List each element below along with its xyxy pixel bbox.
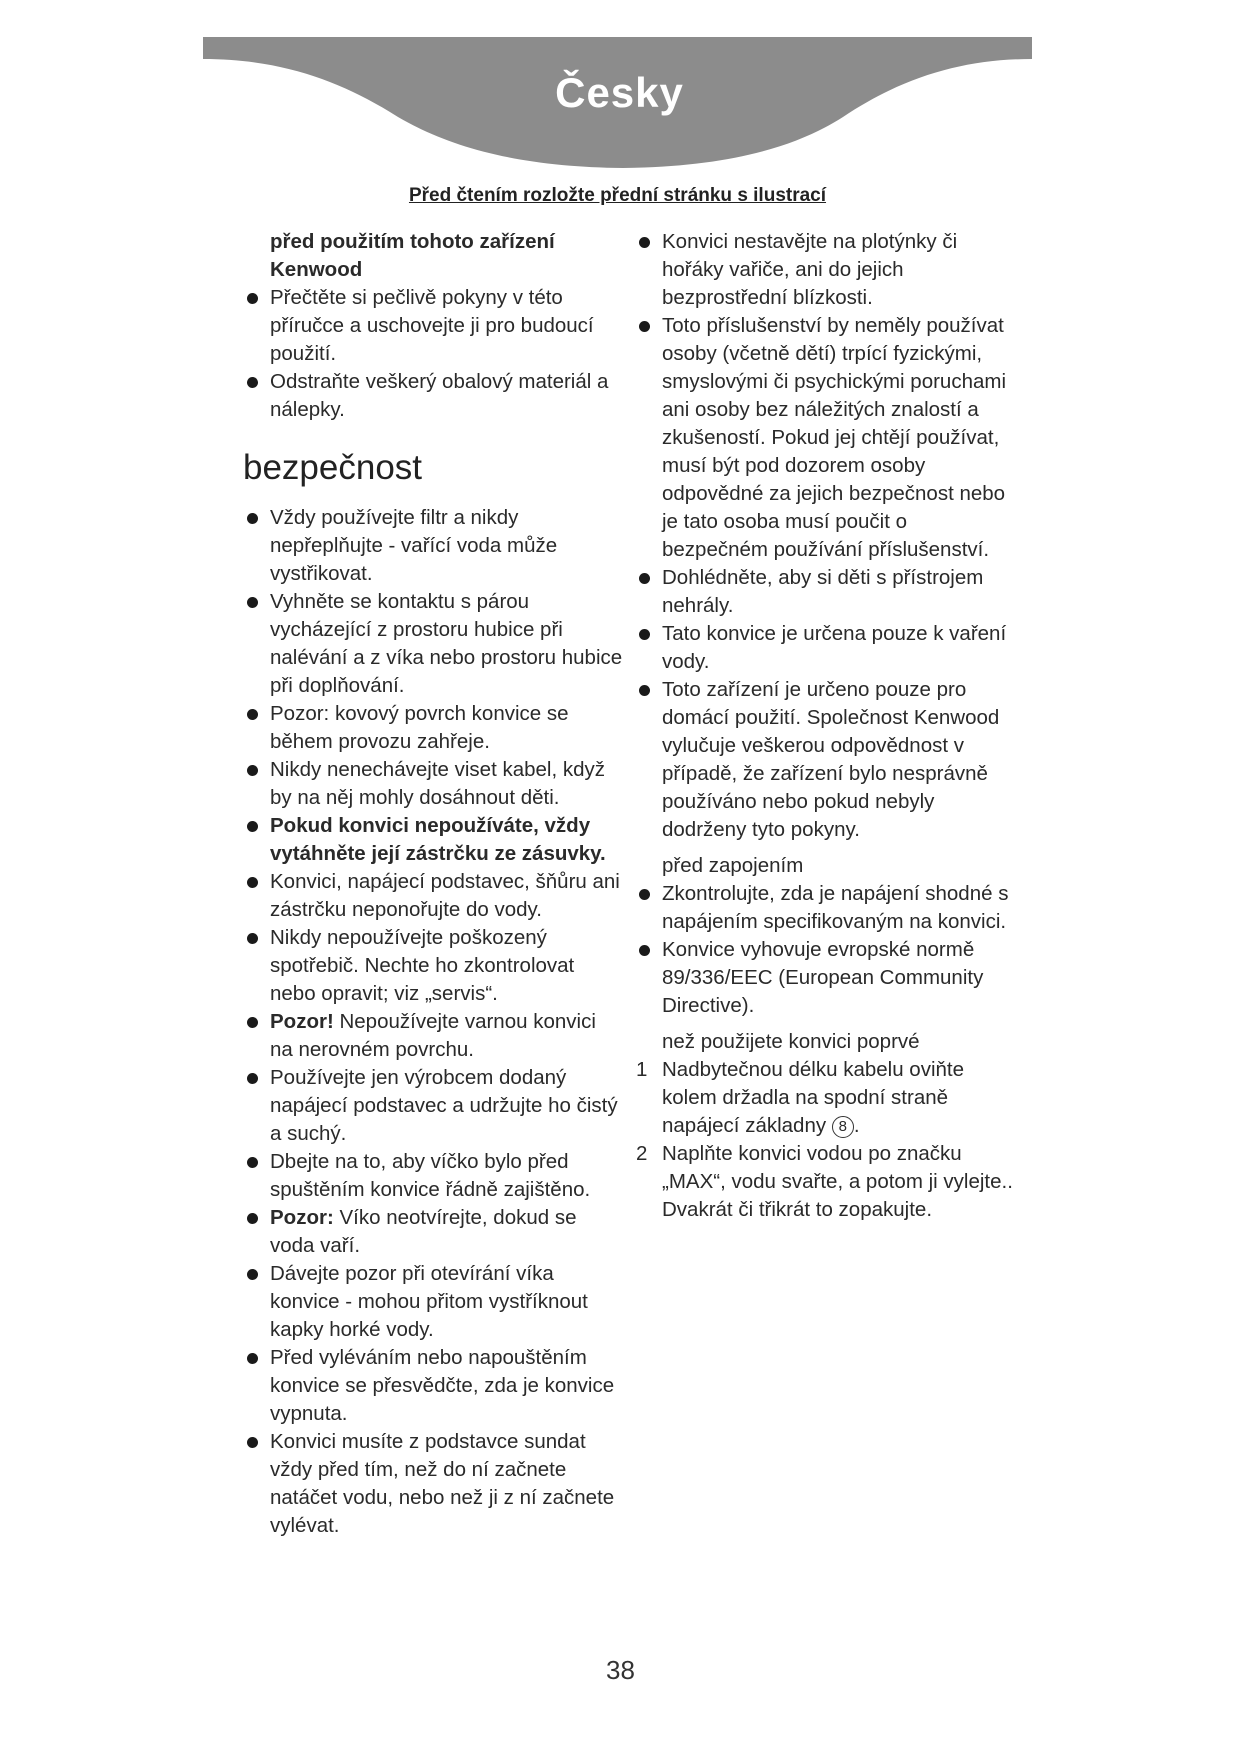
list-item-text: Konvici, napájecí podstavec, šňůru ani zástrčku neponořujte do vody. <box>270 870 620 921</box>
step-text: Naplňte konvici vodou po značku „MAX“, vodu svařte, a potom ji vylejte.. Dvakrát či třikrát to zopakujte. <box>662 1142 1013 1221</box>
list-item <box>636 676 1016 844</box>
section-title-safety: bezpečnost <box>243 448 423 487</box>
list-item <box>244 924 624 1008</box>
right-column <box>636 228 1016 1224</box>
bullet-icon <box>247 1157 258 1168</box>
list-item <box>244 1428 624 1540</box>
list-item-text: Konvici musíte z podstavce sundat vždy před tím, než do ní začnete natáčet vodu, nebo než ji z ní začnete vylévat. <box>270 1430 615 1537</box>
list-item <box>636 228 1016 312</box>
step-text-end: . <box>853 1114 860 1137</box>
list-item-text: Dávejte pozor při otevírání víka konvice - mohou přitom vystříknout kapky horké vody. <box>270 1262 588 1341</box>
list-item-text: Přečtěte si pečlivě pokyny v této příručce a uschovejte ji pro budoucí použití. <box>270 286 594 365</box>
bullet-icon <box>247 1017 258 1028</box>
list-item-text: Tato konvice je určena pouze k vaření vody. <box>662 622 1007 673</box>
safety-list <box>244 504 624 1540</box>
list-item <box>244 812 624 868</box>
list-item <box>244 1008 624 1064</box>
left-column <box>244 228 624 1540</box>
bullet-icon <box>247 1269 258 1280</box>
list-item <box>636 936 1016 1020</box>
bullet-icon <box>639 889 650 900</box>
bullet-icon <box>639 629 650 640</box>
plugin-list <box>636 880 1016 1020</box>
first-use-steps <box>636 1056 1016 1224</box>
list-item-text: Pokud konvici nepoužíváte, vždy vytáhněte její zástrčku ze zásuvky. <box>270 814 606 865</box>
list-item-text: Dbejte na to, aby víčko bylo před spuštěním konvice řádně zajištěno. <box>270 1150 591 1201</box>
list-item <box>244 284 624 368</box>
list-item <box>244 1204 624 1260</box>
bullet-icon <box>247 1353 258 1364</box>
intro-heading: před použitím tohoto zařízení Kenwood <box>270 230 555 281</box>
list-item <box>636 564 1016 620</box>
bullet-icon <box>247 821 258 832</box>
list-item-text: Toto příslušenství by neměly používat osoby (včetně dětí) trpící fyzickými, smyslovými či psychickými poruchami ani osoby bez náležitých znalostí a zkušeností. Pokud jej chtějí používat, musí být pod dozorem osoby odpovědné za jejich bezpečnost nebo je tato osoba musí poučit o bezpečném používání příslušenství. <box>662 314 1007 561</box>
figure-reference: 8 <box>832 1116 854 1138</box>
list-item-text: Pozor: kovový povrch konvice se během provozu zahřeje. <box>270 702 569 753</box>
bullet-icon <box>247 765 258 776</box>
safety-list-continued <box>636 228 1016 844</box>
warning-label: Pozor: <box>270 1206 334 1229</box>
bullet-icon <box>247 597 258 608</box>
list-item <box>636 312 1016 564</box>
list-item <box>244 1344 624 1428</box>
bullet-icon <box>639 573 650 584</box>
step-number: 1 <box>636 1058 648 1081</box>
list-item <box>636 880 1016 936</box>
list-item <box>244 368 624 424</box>
instruction-note: Před čtením rozložte přední stránku s ilustrací <box>408 185 827 206</box>
list-item-text: Nikdy nenechávejte viset kabel, když by na něj mohly dosáhnout děti. <box>270 758 606 809</box>
list-item-text: Toto zařízení je určeno pouze pro domácí použití. Společnost Kenwood vylučuje veškerou odpovědnost v případě, že zařízení bylo nesprávně používáno nebo pokud nebyly dodrženy tyto pokyny. <box>662 678 1000 841</box>
first-use-heading: než použijete konvici poprvé <box>662 1030 920 1053</box>
step-item <box>636 1140 1016 1224</box>
plugin-heading: před zapojením <box>662 854 804 877</box>
step-text: Nadbytečnou délku kabelu oviňte kolem držadla na spodní straně napájecí základny <box>662 1058 965 1137</box>
bullet-icon <box>247 709 258 720</box>
bullet-icon <box>247 877 258 888</box>
warning-label: Pozor! <box>270 1010 334 1033</box>
list-item-text: Nikdy nepoužívejte poškozený spotřebič. Nechte ho zkontrolovat nebo opravit; viz „servis“. <box>270 926 575 1005</box>
list-item <box>244 588 624 700</box>
bullet-icon <box>247 1073 258 1084</box>
header-band <box>203 37 1032 170</box>
page-number: 38 <box>606 1655 635 1685</box>
list-item <box>244 1148 624 1204</box>
list-item <box>244 700 624 756</box>
bullet-icon <box>247 513 258 524</box>
list-item-text: Konvici nestavějte na plotýnky či hořáky vařiče, ani do jejich bezprostřední blízkosti. <box>662 230 958 309</box>
bullet-icon <box>639 237 650 248</box>
step-number: 2 <box>636 1142 648 1165</box>
bullet-icon <box>247 293 258 304</box>
list-item-text: Víko neotvírejte, dokud se voda vaří. <box>270 1206 577 1257</box>
list-item <box>244 756 624 812</box>
bullet-icon <box>639 685 650 696</box>
bullet-icon <box>247 377 258 388</box>
list-item-text: Používejte jen výrobcem dodaný napájecí podstavec a udržujte ho čistý a suchý. <box>270 1066 618 1145</box>
language-title: Česky <box>555 69 684 116</box>
list-item <box>244 1260 624 1344</box>
list-item-text: Nepoužívejte varnou konvici na nerovném povrchu. <box>270 1010 596 1061</box>
step-item <box>636 1056 1016 1140</box>
bullet-icon <box>247 933 258 944</box>
list-item <box>244 868 624 924</box>
list-item-text: Odstraňte veškerý obalový materiál a nálepky. <box>270 370 609 421</box>
bullet-icon <box>639 321 650 332</box>
list-item-text: Konvice vyhovuje evropské normě 89/336/EEC (European Community Directive). <box>662 938 984 1017</box>
bullet-icon <box>639 945 650 956</box>
bullet-icon <box>247 1437 258 1448</box>
list-item <box>244 504 624 588</box>
list-item-text: Před vyléváním nebo napouštěním konvice se přesvědčte, zda je konvice vypnuta. <box>270 1346 615 1425</box>
list-item-text: Dohlédněte, aby si děti s přístrojem nehrály. <box>662 566 984 617</box>
list-item-text: Zkontrolujte, zda je napájení shodné s napájením specifikovaným na konvici. <box>662 882 1009 933</box>
list-item-text: Vždy používejte filtr a nikdy nepřeplňujte - vařící voda může vystřikovat. <box>270 506 558 585</box>
list-item-text: Vyhněte se kontaktu s párou vycházející z prostoru hubice při nalévání a z víka nebo prostoru hubice při doplňování. <box>270 590 623 697</box>
intro-list <box>244 284 624 424</box>
bullet-icon <box>247 1213 258 1224</box>
list-item <box>244 1064 624 1148</box>
list-item <box>636 620 1016 676</box>
